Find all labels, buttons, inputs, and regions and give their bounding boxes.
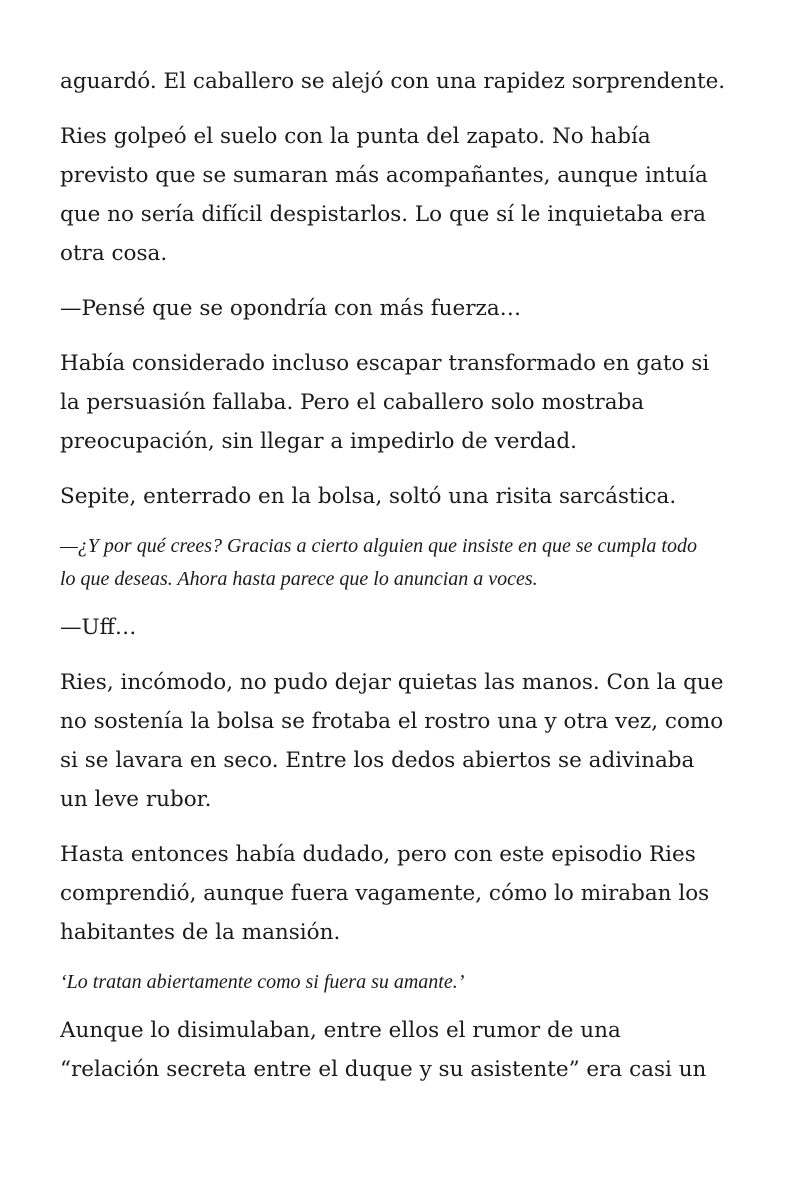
paragraph-9 bbox=[60, 835, 750, 952]
text-line: que no sería difícil despistarlos. Lo que sí le inquietaba era bbox=[60, 202, 706, 227]
text-line: Ries, incómodo, no pudo dejar quietas las manos. Con la que bbox=[60, 670, 724, 695]
text-line: otra cosa. bbox=[60, 241, 168, 266]
text-line: la persuasión fallaba. Pero el caballero solo mostraba bbox=[60, 390, 645, 415]
paragraph-8 bbox=[60, 663, 750, 819]
text-line: Aunque lo disimulaban, entre ellos el rumor de una bbox=[60, 1018, 621, 1043]
text-line: un leve rubor. bbox=[60, 787, 212, 812]
paragraph-11 bbox=[60, 1011, 750, 1089]
text-line: lo que deseas. Ahora hasta parece que lo anuncian a voces. bbox=[60, 568, 538, 590]
text-line: preocupación, sin llegar a impedirlo de verdad. bbox=[60, 429, 577, 454]
text-line: Había considerado incluso escapar transformado en gato si bbox=[60, 351, 710, 376]
paragraph-5 bbox=[60, 477, 750, 516]
paragraph-7 bbox=[60, 608, 750, 647]
paragraph-4 bbox=[60, 344, 750, 461]
paragraph-2 bbox=[60, 117, 750, 273]
document-page bbox=[60, 62, 750, 1105]
text-line: habitantes de la mansión. bbox=[60, 920, 341, 945]
text-line: si se lavara en seco. Entre los dedos abiertos se adivinaba bbox=[60, 748, 695, 773]
text-line: comprendió, aunque fuera vagamente, cómo lo miraban los bbox=[60, 881, 710, 906]
italic-thought-2 bbox=[60, 966, 750, 999]
paragraph-1 bbox=[60, 62, 750, 101]
text-line: Hasta entonces había dudado, pero con este episodio Ries bbox=[60, 842, 696, 867]
text-line: —¿Y por qué crees? Gracias a cierto alguien que insiste en que se cumpla todo bbox=[60, 535, 697, 557]
text-line: “relación secreta entre el duque y su asistente” era casi un bbox=[60, 1057, 707, 1082]
text-line: aguardó. El caballero se alejó con una rapidez sorprendente. bbox=[60, 69, 726, 94]
text-line: Ries golpeó el suelo con la punta del zapato. No había bbox=[60, 124, 651, 149]
text-line: —Pensé que se opondría con más fuerza… bbox=[60, 296, 522, 321]
text-line: previsto que se sumaran más acompañantes, aunque intuía bbox=[60, 163, 708, 188]
paragraph-3 bbox=[60, 289, 750, 328]
italic-thought-1 bbox=[60, 530, 750, 596]
text-line: ‘Lo tratan abiertamente como si fuera su amante.’ bbox=[60, 971, 465, 993]
text-line: Sepite, enterrado en la bolsa, soltó una risita sarcástica. bbox=[60, 484, 677, 509]
text-line: —Uff… bbox=[60, 615, 137, 640]
text-line: no sostenía la bolsa se frotaba el rostro una y otra vez, como bbox=[60, 709, 724, 734]
